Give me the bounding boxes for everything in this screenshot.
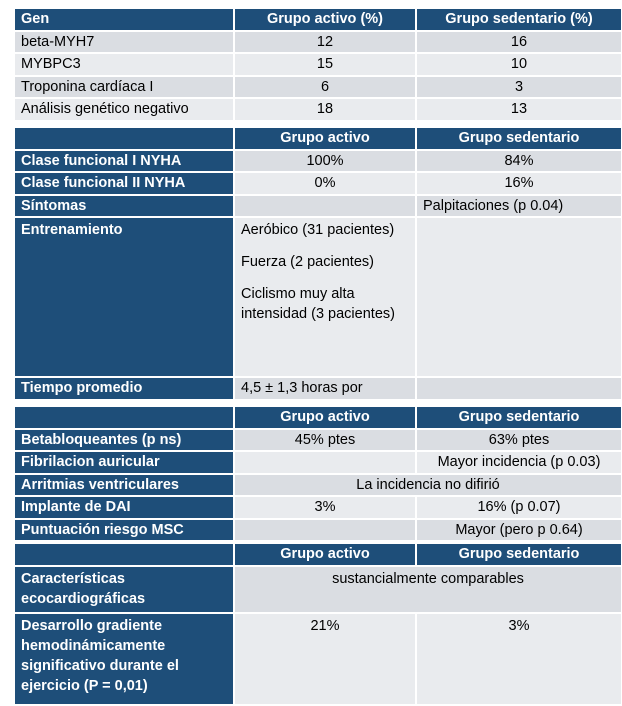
gene-name: Troponina cardíaca I [15, 77, 233, 98]
table-row [15, 567, 621, 612]
sedentario-value: 16% (p 0.07) [417, 497, 621, 518]
header-empty [15, 128, 233, 149]
clinical-table [13, 126, 622, 401]
gene-table [13, 7, 622, 122]
training-item: Ciclismo muy alta intensidad (3 pacientes) [241, 286, 395, 322]
table-row [15, 77, 621, 98]
table-row [15, 218, 621, 376]
gene-sedentario-value: 13 [417, 99, 621, 120]
sedentario-value: 84% [417, 151, 621, 172]
table-row [15, 99, 621, 120]
row-label: Entrenamiento [15, 218, 233, 376]
table-row [15, 196, 621, 217]
header-grupo-activo: Grupo activo [235, 544, 415, 565]
header-grupo-activo: Grupo activo [235, 407, 415, 428]
entrenamiento-sedentario [417, 218, 621, 376]
table-row [15, 497, 621, 518]
gene-sedentario-value: 3 [417, 77, 621, 98]
header-grupo-sedentario: Grupo sedentario [417, 128, 621, 149]
activo-value [235, 520, 415, 541]
sedentario-value: 16% [417, 173, 621, 194]
table-row [15, 32, 621, 53]
row-label: Desarrollo gradiente hemodinámicamente significativo durante el ejercicio (P = 0,01) [15, 614, 233, 704]
header-grupo-activo: Grupo activo [235, 128, 415, 149]
table-row [15, 173, 621, 194]
merged-value: sustancialmente comparables [235, 567, 621, 612]
row-label: Características ecocardiográficas [15, 567, 233, 612]
table-row [15, 452, 621, 473]
table-header-row [15, 128, 621, 149]
table-header-row [15, 544, 621, 565]
activo-value: 3% [235, 497, 415, 518]
header-grupo-activo: Grupo activo (%) [235, 9, 415, 30]
gene-activo-value: 15 [235, 54, 415, 75]
gene-activo-value: 18 [235, 99, 415, 120]
table-header-row [15, 9, 621, 30]
row-label: Betabloqueantes (p ns) [15, 430, 233, 451]
gene-name: Análisis genético negativo [15, 99, 233, 120]
merged-value: La incidencia no difirió [235, 475, 621, 496]
row-label: Arritmias ventriculares [15, 475, 233, 496]
row-label: Síntomas [15, 196, 233, 217]
row-label: Implante de DAI [15, 497, 233, 518]
activo-value [235, 452, 415, 473]
training-item: Aeróbico (31 pacientes) [241, 222, 395, 238]
table-header-row [15, 407, 621, 428]
sedentario-value: Mayor (pero p 0.64) [417, 520, 621, 541]
activo-value [235, 196, 415, 217]
sedentario-value: 3% [417, 614, 621, 704]
table-row [15, 54, 621, 75]
gene-sedentario-value: 16 [417, 32, 621, 53]
row-label: Fibrilacion auricular [15, 452, 233, 473]
activo-value: 100% [235, 151, 415, 172]
entrenamiento-activo [235, 218, 415, 376]
row-label: Puntuación riesgo MSC [15, 520, 233, 541]
gene-activo-value: 12 [235, 32, 415, 53]
activo-value: 45% ptes [235, 430, 415, 451]
activo-value: 0% [235, 173, 415, 194]
header-empty [15, 544, 233, 565]
gene-name: MYBPC3 [15, 54, 233, 75]
table-row [15, 151, 621, 172]
header-grupo-sedentario: Grupo sedentario [417, 544, 621, 565]
table-row [15, 430, 621, 451]
table-row [15, 475, 621, 496]
sedentario-value [417, 378, 621, 399]
table-row [15, 614, 621, 704]
header-grupo-sedentario: Grupo sedentario (%) [417, 9, 621, 30]
events-table [13, 405, 622, 542]
header-gen: Gen [15, 9, 233, 30]
sedentario-value: 63% ptes [417, 430, 621, 451]
table-row [15, 378, 621, 399]
row-label: Clase funcional II NYHA [15, 173, 233, 194]
activo-value: 21% [235, 614, 415, 704]
header-empty [15, 407, 233, 428]
gene-activo-value: 6 [235, 77, 415, 98]
echo-table [13, 542, 622, 706]
gene-name: beta-MYH7 [15, 32, 233, 53]
header-grupo-sedentario: Grupo sedentario [417, 407, 621, 428]
table-row [15, 520, 621, 541]
activo-value: 4,5 ± 1,3 horas por [235, 378, 415, 399]
sedentario-value: Palpitaciones (p 0.04) [417, 196, 621, 217]
gene-sedentario-value: 10 [417, 54, 621, 75]
sedentario-value: Mayor incidencia (p 0.03) [417, 452, 621, 473]
training-item: Fuerza (2 pacientes) [241, 254, 374, 270]
row-label: Clase funcional I NYHA [15, 151, 233, 172]
row-label: Tiempo promedio [15, 378, 233, 399]
